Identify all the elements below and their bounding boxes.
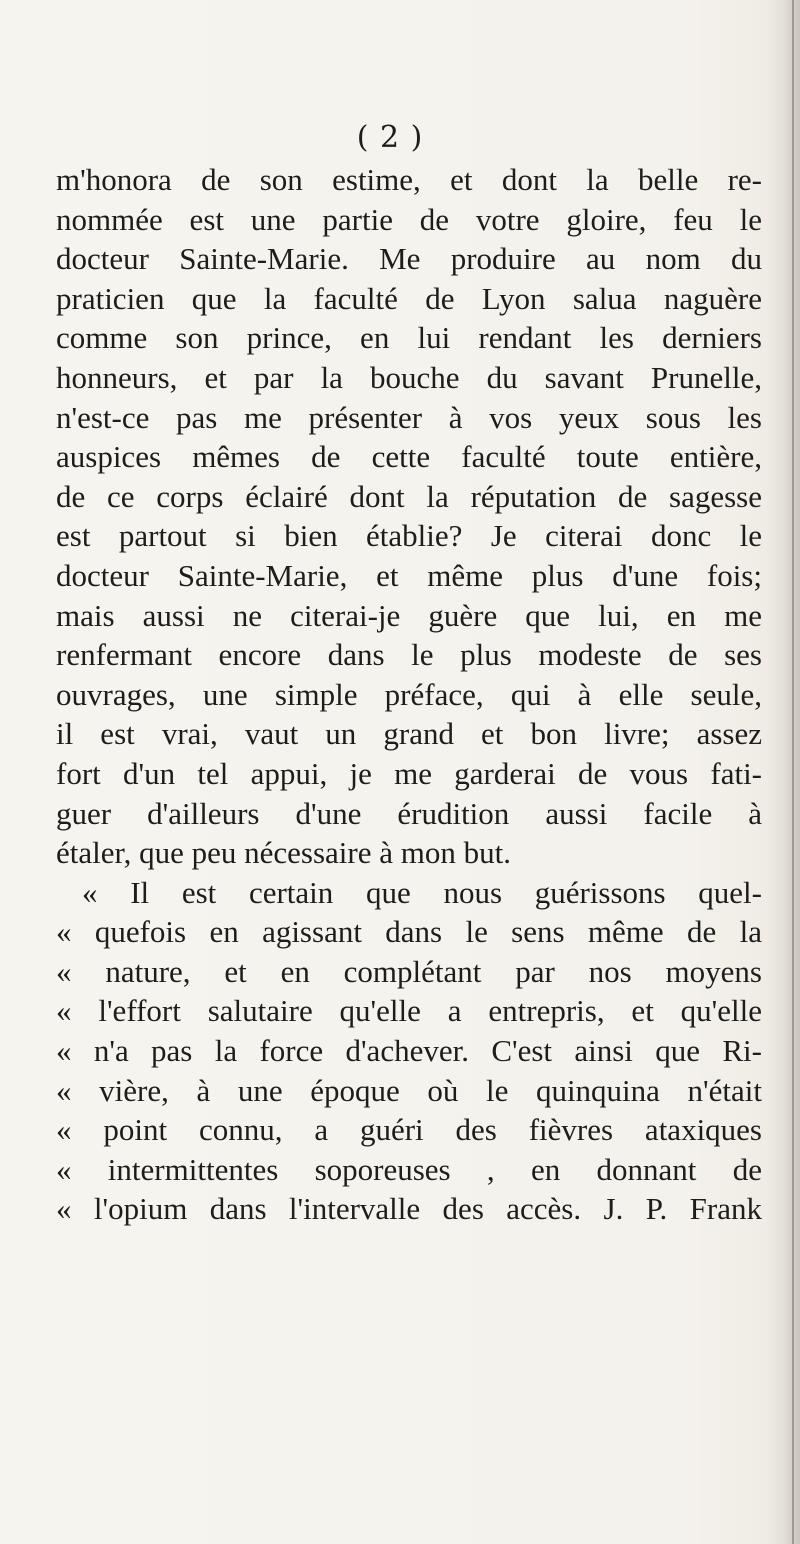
text-line: ouvrages, une simple préface, qui à elle seule, bbox=[56, 676, 762, 712]
text-line: honneurs, et par la bouche du savant Prunelle, bbox=[56, 359, 762, 395]
text-line: étaler, que peu nécessaire à mon but. bbox=[56, 835, 511, 871]
quote-line: « l'opium dans l'intervalle des accès. J. P. Frank bbox=[56, 1191, 762, 1227]
page-edge-line bbox=[792, 0, 794, 1544]
text-line: comme son prince, en lui rendant les derniers bbox=[56, 320, 762, 356]
quote-line: « point connu, a guéri des fièvres ataxiques bbox=[56, 1112, 762, 1148]
text-line: praticien que la faculté de Lyon salua naguère bbox=[56, 280, 762, 316]
quote-line: « nature, et en complétant par nos moyens bbox=[56, 953, 762, 989]
quote-line: « quefois en agissant dans le sens même de la bbox=[56, 914, 762, 950]
text-line: est partout si bien établie? Je citerai donc le bbox=[56, 518, 762, 554]
page-number: ( 2 ) bbox=[356, 120, 424, 155]
text-line: guer d'ailleurs d'une érudition aussi facile à bbox=[56, 795, 762, 831]
quote-line: « vière, à une époque où le quinquina n'était bbox=[56, 1072, 762, 1108]
body-text bbox=[56, 160, 762, 1229]
text-line: de ce corps éclairé dont la réputation de sagesse bbox=[56, 478, 762, 514]
quote-line: « intermittentes soporeuses , en donnant de bbox=[56, 1151, 762, 1187]
text-line: n'est-ce pas me présenter à vos yeux sous les bbox=[56, 399, 762, 435]
text-line: mais aussi ne citerai-je guère que lui, en me bbox=[56, 597, 762, 633]
text-line: nommée est une partie de votre gloire, feu le bbox=[56, 201, 762, 237]
text-line: docteur Sainte-Marie. Me produire au nom du bbox=[56, 241, 762, 277]
quote-line: « Il est certain que nous guérissons quel- bbox=[82, 874, 762, 910]
page-binding-shadow bbox=[766, 0, 800, 1544]
quote-line: « l'effort salutaire qu'elle a entrepris, et qu'elle bbox=[56, 993, 762, 1029]
text-line: m'honora de son estime, et dont la belle re- bbox=[56, 162, 762, 197]
quote-line: « n'a pas la force d'achever. C'est ainsi que Ri- bbox=[56, 1033, 762, 1069]
text-line: il est vrai, vaut un grand et bon livre; assez bbox=[56, 716, 762, 752]
text-line: auspices mêmes de cette faculté toute entière, bbox=[56, 439, 762, 475]
text-line: fort d'un tel appui, je me garderai de vous fati- bbox=[56, 755, 762, 791]
text-line: docteur Sainte-Marie, et même plus d'une fois; bbox=[56, 557, 762, 593]
text-line: renfermant encore dans le plus modeste de ses bbox=[56, 637, 762, 673]
